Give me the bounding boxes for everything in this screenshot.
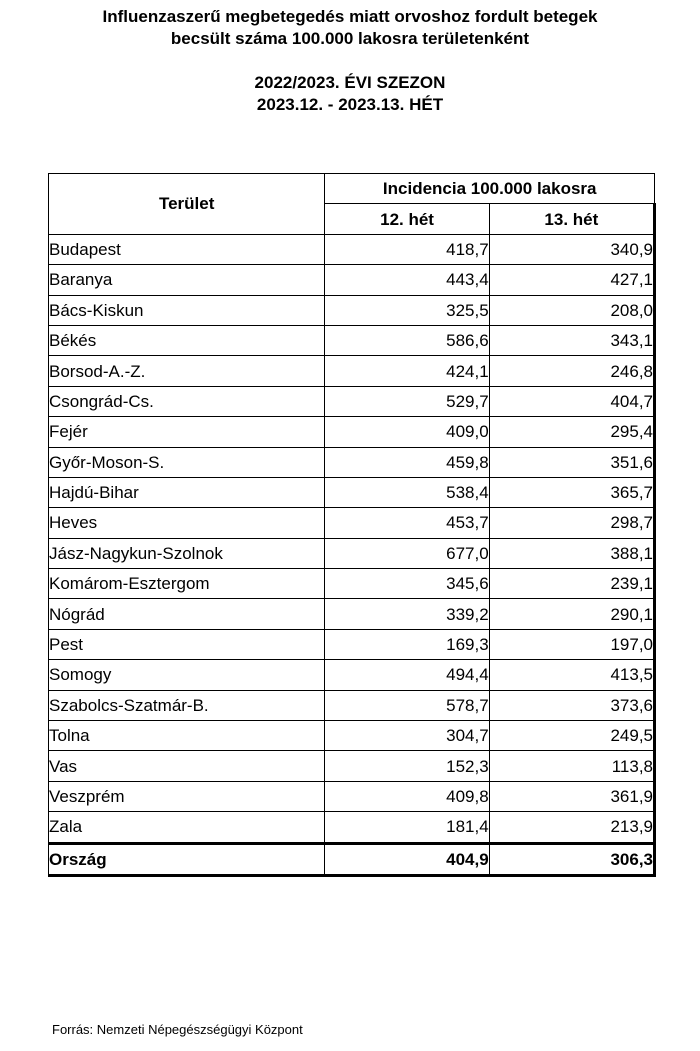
table-row xyxy=(49,477,655,507)
area-cell: Heves xyxy=(49,508,325,538)
area-cell: Somogy xyxy=(49,660,325,690)
title-line-1: Influenzaszerű megbetegedés miatt orvoshoz fordult betegek xyxy=(102,7,598,26)
total-week-12-value: 404,9 xyxy=(325,843,489,875)
week-13-value: 427,1 xyxy=(489,265,654,295)
week-12-value: 424,1 xyxy=(325,356,489,386)
week-13-value: 361,9 xyxy=(489,781,654,811)
week-12-value: 304,7 xyxy=(325,721,489,751)
week-13-value: 113,8 xyxy=(489,751,654,781)
week-13-value: 413,5 xyxy=(489,660,654,690)
area-cell: Győr-Moson-S. xyxy=(49,447,325,477)
week-range-label: 2023.12. - 2023.13. HÉT xyxy=(256,95,444,114)
week-12-value: 586,6 xyxy=(325,325,489,355)
table-row xyxy=(49,690,655,720)
week-13-value: 343,1 xyxy=(489,325,654,355)
table-row xyxy=(49,234,655,264)
area-cell: Veszprém xyxy=(49,781,325,811)
source-note: Forrás: Nemzeti Népegészségügyi Központ xyxy=(52,1022,303,1037)
week-13-value: 404,7 xyxy=(489,386,654,416)
week-12-value: 578,7 xyxy=(325,690,489,720)
table-row xyxy=(49,265,655,295)
week-12-value: 152,3 xyxy=(325,751,489,781)
week-12-value: 459,8 xyxy=(325,447,489,477)
area-cell: Csongrád-Cs. xyxy=(49,386,325,416)
table-row xyxy=(49,295,655,325)
table-row xyxy=(49,417,655,447)
week-12-value: 677,0 xyxy=(325,538,489,568)
area-cell: Jász-Nagykun-Szolnok xyxy=(49,538,325,568)
area-cell: Pest xyxy=(49,629,325,659)
incidence-table xyxy=(48,173,656,877)
area-cell: Budapest xyxy=(49,234,325,264)
area-cell: Vas xyxy=(49,751,325,781)
total-label: Ország xyxy=(49,843,325,875)
document-title xyxy=(0,6,700,116)
total-row xyxy=(49,843,655,875)
total-week-13-value: 306,3 xyxy=(489,843,654,875)
week-12-value: 325,5 xyxy=(325,295,489,325)
table-row xyxy=(49,721,655,751)
week-13-value: 249,5 xyxy=(489,721,654,751)
week-12-value: 339,2 xyxy=(325,599,489,629)
area-cell: Zala xyxy=(49,812,325,843)
table-row xyxy=(49,629,655,659)
table-row xyxy=(49,356,655,386)
season-label: 2022/2023. ÉVI SZEZON xyxy=(254,73,446,92)
area-cell: Fejér xyxy=(49,417,325,447)
week-13-value: 388,1 xyxy=(489,538,654,568)
week-12-value: 181,4 xyxy=(325,812,489,843)
week-13-value: 340,9 xyxy=(489,234,654,264)
area-cell: Békés xyxy=(49,325,325,355)
table-row xyxy=(49,812,655,843)
table-row xyxy=(49,508,655,538)
table-row xyxy=(49,781,655,811)
table-row xyxy=(49,538,655,568)
week-12-value: 169,3 xyxy=(325,629,489,659)
week-12-value: 453,7 xyxy=(325,508,489,538)
week-12-value: 345,6 xyxy=(325,569,489,599)
week-12-value: 494,4 xyxy=(325,660,489,690)
week-13-value: 290,1 xyxy=(489,599,654,629)
area-cell: Baranya xyxy=(49,265,325,295)
week-13-value: 351,6 xyxy=(489,447,654,477)
table-row xyxy=(49,447,655,477)
week-13-value: 295,4 xyxy=(489,417,654,447)
week-12-value: 409,0 xyxy=(325,417,489,447)
week-12-value: 529,7 xyxy=(325,386,489,416)
area-cell: Nógrád xyxy=(49,599,325,629)
area-cell: Borsod-A.-Z. xyxy=(49,356,325,386)
week-13-value: 239,1 xyxy=(489,569,654,599)
week-13-header: 13. hét xyxy=(489,204,654,234)
week-13-value: 197,0 xyxy=(489,629,654,659)
week-13-value: 298,7 xyxy=(489,508,654,538)
table-row xyxy=(49,386,655,416)
title-line-2: becsült száma 100.000 lakosra területenként xyxy=(170,29,530,48)
table-body xyxy=(49,234,655,875)
week-12-value: 443,4 xyxy=(325,265,489,295)
area-cell: Tolna xyxy=(49,721,325,751)
week-13-value: 246,8 xyxy=(489,356,654,386)
incidence-column-header: Incidencia 100.000 lakosra xyxy=(325,174,655,204)
week-12-value: 418,7 xyxy=(325,234,489,264)
week-12-header: 12. hét xyxy=(325,204,489,234)
area-cell: Komárom-Esztergom xyxy=(49,569,325,599)
table-row xyxy=(49,599,655,629)
week-12-value: 538,4 xyxy=(325,477,489,507)
table-row xyxy=(49,325,655,355)
week-13-value: 373,6 xyxy=(489,690,654,720)
week-13-value: 213,9 xyxy=(489,812,654,843)
table-row xyxy=(49,569,655,599)
area-cell: Hajdú-Bihar xyxy=(49,477,325,507)
week-13-value: 365,7 xyxy=(489,477,654,507)
area-cell: Szabolcs-Szatmár-B. xyxy=(49,690,325,720)
area-column-header: Terület xyxy=(49,174,325,235)
week-12-value: 409,8 xyxy=(325,781,489,811)
table-row xyxy=(49,660,655,690)
table-row xyxy=(49,751,655,781)
week-13-value: 208,0 xyxy=(489,295,654,325)
area-cell: Bács-Kiskun xyxy=(49,295,325,325)
